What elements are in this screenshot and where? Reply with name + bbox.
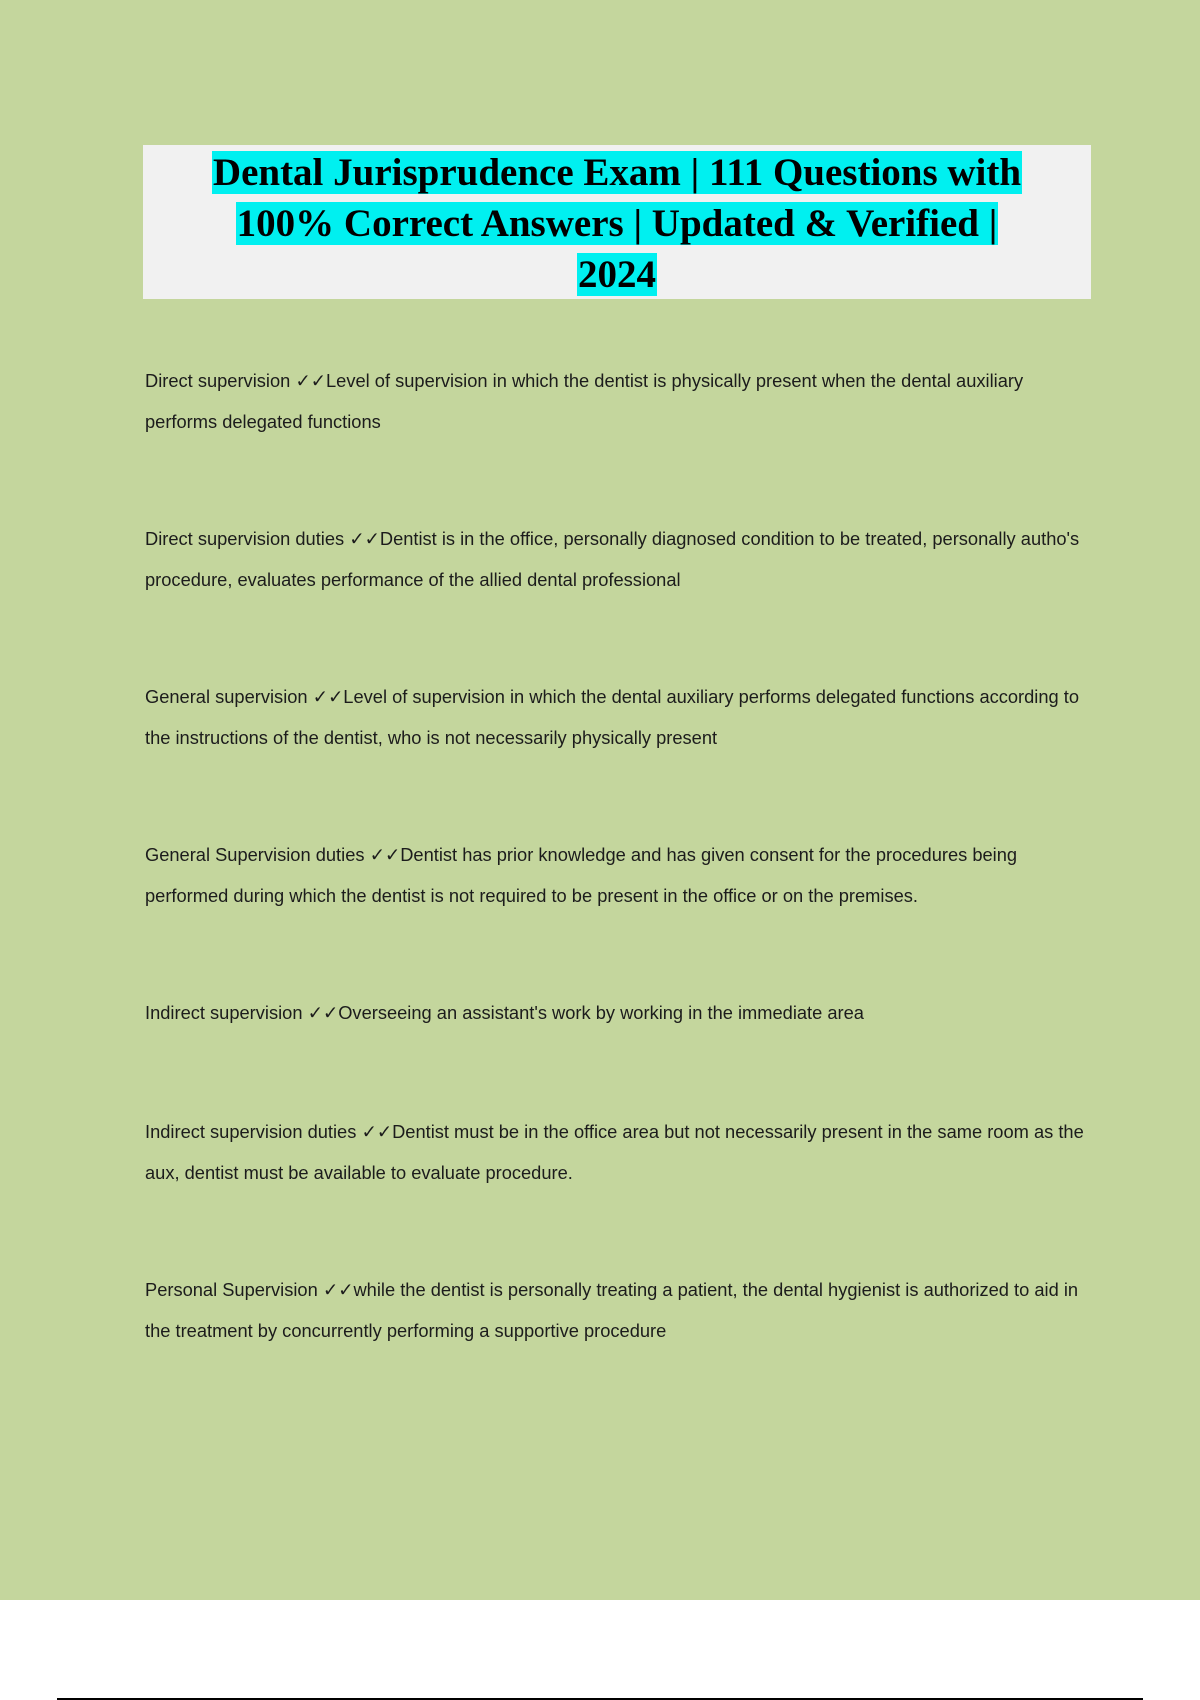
flashcard-entry: General Supervision duties ✓✓Dentist has prior knowledge and has given consent for the procedures being performed during which the dentist is not required to be present in the office or on the premises. — [145, 844, 1018, 906]
flashcard-entry: Direct supervision duties ✓✓Dentist is in the office, personally diagnosed condition to be treated, personally autho's procedure, evaluates performance of the allied dental professional — [145, 528, 1080, 590]
title-box — [143, 145, 1091, 299]
flashcard-entry: Indirect supervision duties ✓✓Dentist must be in the office area but not necessarily present in the same room as the aux, dentist must be available to evaluate procedure. — [145, 1121, 1084, 1183]
flashcard-entry: Personal Supervision ✓✓while the dentist is personally treating a patient, the dental hygienist is authorized to aid in the treatment by concurrently performing a supportive procedure — [145, 1279, 1079, 1341]
flashcard-entry: Direct supervision ✓✓Level of supervision in which the dentist is physically present when the dental auxiliary performs delegated functions — [145, 370, 1024, 432]
document-title — [143, 145, 1091, 300]
title-line-2: 100% Correct Answers | Updated & Verified | — [236, 202, 998, 245]
flashcard-entry: General supervision ✓✓Level of supervision in which the dental auxiliary performs delegated functions according to the instructions of the dentist, who is not necessarily physically present — [145, 686, 1080, 748]
title-line-1: Dental Jurisprudence Exam | 111 Questions with — [212, 151, 1022, 194]
flashcard-entry: Indirect supervision ✓✓Overseeing an assistant's work by working in the immediate area — [145, 1002, 864, 1023]
title-line-3: 2024 — [578, 253, 656, 296]
